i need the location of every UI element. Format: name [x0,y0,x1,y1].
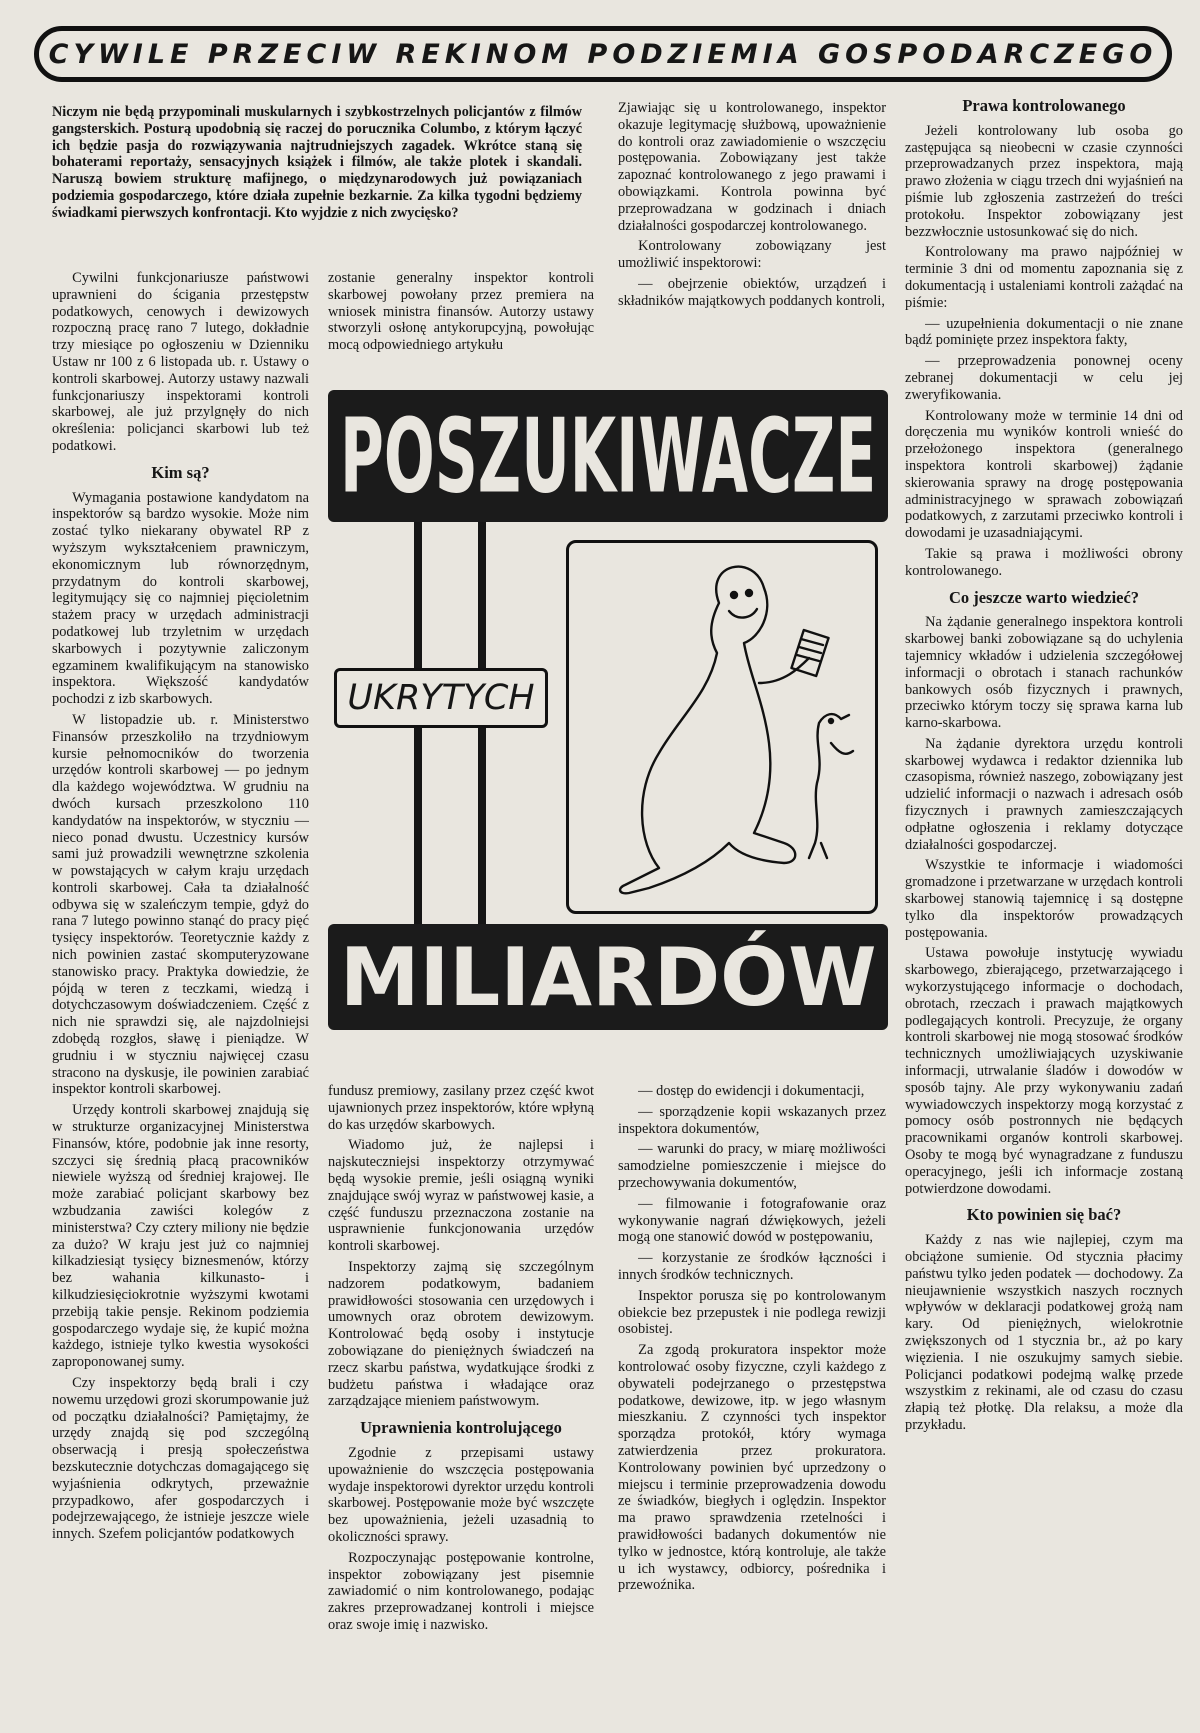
illustration-frame [566,540,878,914]
col3-paragraph: — obejrzenie obiektów, urządzeń i składników majątkowych poddanych kontroli, [618,275,886,309]
section-heading-kim-sa: Kim są? [151,462,210,482]
column-1 [52,270,309,1722]
col4-paragraph: Na żądanie generalnego inspektora kontroli skarbowej banki zobowiązane są do uchylenia tajemnicy wkładów i udzielenia szczegółowej informacji o obrotach i stanach rachunków bankowych osób fizycznych i prawnych, przeciwko którym toczy się sprawa karna lub karno-skarbowa. [905,614,1183,732]
col2-paragraph: Rozpoczynając postępowanie kontrolne, inspektor zobowiązany jest pisemnie zawiadomić o nim kontrolowanego, podając zakres przeprowadzanej kontroli i miejsce oraz swoje imię i nazwisko. [328,1549,594,1633]
col4-paragraph: Takie są prawa i możliwości obrony kontrolowanego. [905,545,1183,579]
col2-paragraph: Inspektorzy zajmą się szczególnym nadzorem podatkowym, badaniem prawidłowości stosowania cen urzędowych i umownych oraz obrotem dewizowym. Kontrolować będą osoby i instytucje zobowiązane do pieniężnych świadczeń na rzecz skarbu państwa, wydatkujące środki z budżetu państwa i władające oraz zarządzające mieniem państwowym. [328,1258,594,1410]
col1-paragraph: Czy inspektorzy będą brali i czy nowemu urzędowi grozi skorumpowanie już od początku działalności? Pamiętajmy, że urzędy znajdą się pod szczególną obserwacją i presją społeczeństwa bezskutecznie dotychczas domagającego się wyjaśnienia odkrytych, przeważnie przypadkowo, afer gospodarczych i podejrzewającego, że istnieje jeszcze wiele innych. Szefem policjantów podatkowych [52,1375,309,1543]
col3-paragraph: — warunki do pracy, w miarę możliwości samodzielne pomieszczenie i miejsce do przechowywania dokumentów, [618,1141,886,1191]
col1-paragraph: Cywilni funkcjonariusze państwowi uprawnieni do ścigania przestępstw podatkowych, cenowych i dewizowych rozpoczną pracę rano 7 lutego, dokładnie trzy miesiące po ogłoszeniu w Dzienniku Ustaw nr 100 z 6 listopada ub. r. Ustawy o kontroli skarbowej. Autorzy ustawy nazwali funkcjonariuszy inspektorami kontroli skarbowej, ale już przylgnęły do nich określenia: policjanci skarbowi lub też podatkowi. [52,270,309,454]
column-4 [905,96,1183,1722]
section-heading-kto-powinien: Kto powinien się bać? [966,1205,1122,1225]
title-bar-top [328,390,888,522]
ghost-figure [620,567,795,894]
title-graphic [328,390,888,1030]
headline-title: CYWILE PRZECIW REKINOM PODZIEMIA GOSPODARCZEGO [48,38,1158,70]
col3-paragraph: — dostęp do ewidencji i dokumentacji, [638,1083,865,1099]
title-line-1: POSZUKIWACZE [339,396,877,516]
col3-paragraph: — sporządzenie kopii wskazanych przez inspektora dokumentów, [618,1103,886,1137]
col3-paragraph: — korzystanie ze środków łączności i innych środków technicznych. [618,1250,886,1283]
headline-banner [34,26,1172,82]
title-box-middle [334,668,548,728]
lead-paragraph: Niczym nie będą przypominali muskularnych i szybkostrzelnych policjantów z filmów gangsterskich. Posturą upodobnią się raczej do porucznika Columbo, z którym łączyć ich będzie pasja do rozwiązywania najtrudniejszych zagadek. Wkrótce staną się bohaterami reportaży, sensacyjnych książek i filmów, ale także plotek i skandali. Naruszą bowiem strukturę mafijnego, o międzynarodowych już powiązaniach podziemia gospodarczego, które działa zupełnie bezkarnie. Za kilka tygodni będziemy świadkami pierwszych konfrontacji. Kto wyjdzie z nich zwycięsko? [52,104,582,221]
col4-paragraph: Na żądanie dyrektora urzędu kontroli skarbowej wydawca i redaktor dziennika lub czasopisma, również naszego, zobowiązany jest udzielić informacji o nazwach i adresach osób fizycznych i prawnych zamieszczających odpłatne ogłoszenia i reklamy dotyczące działalności gospodarczej. [905,735,1183,853]
money-bundle-icon [791,630,828,676]
col3-paragraph: Kontrolowany zobowiązany jest umożliwić inspektorowi: [618,238,886,272]
col4-paragraph: Każdy z nas wie najlepiej, czym ma obciążone sumienie. Od stycznia płacimy państwu tylko jeden podatek — dochodowy. Za nieujawnienie wszystkich naszych rocznych wpływów w deklaracji podatkowej grożą nam kary. Od pieniężnych, wielokrotnie zwiększonych od 1 stycznia br., aż po kary więzienia. I nie oszukujmy samych siebie. Policjanci podatkowi podejmą walkę przede wszystkim z rekinami, ale od czasu do czasu złapią też płotkę. Dla relaksu, a może dla przykładu. [905,1232,1183,1433]
col3-paragraph: Za zgodą prokuratora inspektor może kontrolować osoby fizyczne, czyli każdego z obywateli podejrzanego o przestępstwa podatkowe, dewizowe, itp. w jego własnym mieszkaniu. Z czynności tych inspektor sporządza protokół, który wymaga zatwierdzenia przez prokuratora. Kontrolowany powinien być uprzedzony o miejscu i terminie przeprowadzenia dowodu ze świadków, biegłych i oględzin. Inspektor ma prawo sprawdzenia rzetelności i prawidłowości badanych dokumentów nie tylko w jednostce, którą kontroluje, ale także u ich wystawcy, odbiorcy, pośrednika i przewoźnika. [618,1342,886,1594]
col4-paragraph: Wszystkie te informacje i wiadomości gromadzone i przetwarzane w urzędach kontroli skarbowej stanowią tajemnicę i są dostępne tylko dla inspektorów prowadzących postępowania. [905,857,1183,941]
col4-paragraph: — przeprowadzenia ponownej oceny zebranej dokumentacji w celu jej zweryfikowania. [905,353,1183,403]
ghost-illustration [569,543,875,911]
col4-paragraph: Ustawa powołuje instytucję wywiadu skarbowego, zbierającego, przetwarzającego i wykorzystującego informacje o dochodach, obrotach, rzeczach i prawach majątkowych podlegających kontroli. Precyzuje, że organy kontroli skarbowej nie mogą stosować środków technicznych umożliwiających uzyskiwanie informacji, utrwalanie śladów i dowodów w sposób tajny. Ale przy wykonywaniu zadań wywiadowczych inspektorzy mogą korzystać z pomocy osób postronnych nie będących pracownikami organów kontroli skarbowej. Osoby te mogą być wynagradzane z funduszu operacyjnego, jeśli ich informacje zostaną potwierdzone dowodami. [905,945,1183,1197]
section-heading-co-jeszcze: Co jeszcze warto wiedzieć? [948,587,1140,607]
column-3-bottom [618,1083,886,1722]
col2-paragraph: zostanie generalny inspektor kontroli skarbowej powołany przez premiera na wniosek ministra finansów. Autorzy ustawy stworzyli osłonę antykorupcyjną, powołując mocą odpowiedniego artykułu [328,270,594,354]
col4-paragraph: Kontrolowany może w terminie 14 dni od doręczenia mu wyników kontroli wnieść do przełożonego inspektora (generalnego inspektora kontroli skarbowej) żądanie skierowania sprawy na drogę postępowania administracyjnego w sprawach zobowiązań podatkowych, z zarzutami przeciwko kontroli i dowodami je uzasadniającymi. [905,407,1183,542]
section-heading-prawa: Prawa kontrolowanego [962,96,1126,115]
dog-figure [809,714,853,858]
title-line-3: MILIARDÓW [339,930,877,1024]
col3-paragraph: — filmowanie i fotografowanie oraz wykonywanie nagrań dźwiękowych, jeżeli mogą one stanowić dowód w postępowaniu, [618,1195,886,1246]
column-2-bottom [328,1083,594,1722]
col3-paragraph: Zjawiając się u kontrolowanego, inspektor okazuje legitymację służbową, upoważnienie do kontroli oraz zawiadomienie o wszczęciu postępowania. Zobowiązany jest także zapoznać kontrolowanego z jego prawami i obowiązkami. Kontrola powinna być przeprowadzana w godzinach i dniach działalności gospodarczej kontrolowanego. [618,100,886,234]
title-bar-bottom [328,924,888,1030]
column-3-top [618,100,886,382]
col1-paragraph: Urzędy kontroli skarbowej znajdują się w strukturze organizacyjnej Ministerstwa Finansów, które, podobnie jak inne resorty, szczyci się średnią płacą pracowników niewiele wyższą od średniej krajowej. Ile może zarabiać policjant skarbowy bez wzbudzania zawiści kolegów z ministerstwa? Czy cztery miliony nie będzie za dużo? W kraju jest już co najmniej kilkadziesiąt tysięcy biznesmenów, którzy bez wahania kilkunasto- i kilkudziesięciokrotnie wyższymi kwotami przebiją takie pensje. Rekinom podziemia gospodarczego wydaje się, że kupić można każdego, istnieje tylko kwestia wysokości zaproponowanej sumy. [52,1102,309,1371]
col4-paragraph: — uzupełnienia dokumentacji o nie znane bądź pominięte przez inspektora fakty, [905,315,1183,349]
col2-paragraph: fundusz premiowy, zasilany przez część kwot ujawnionych przez inspektorów, które wpłyną do kas urzędów skarbowych. [328,1083,594,1133]
title-line-2: UKRYTYCH [347,678,535,718]
col4-paragraph: Kontrolowany ma prawo najpóźniej w terminie 3 dni od momentu zapoznania się z dokumentacją i ustaleniami kontroli zażądać na piśmie: [905,244,1183,311]
col3-paragraph: Inspektor porusza się po kontrolowanym obiekcie bez przepustek i nie podlega rewizji osobistej. [618,1287,886,1338]
col2-paragraph: Wiadomo już, że najlepsi i najskuteczniejsi inspektorzy otrzymywać będą wysokie premie, jeśli osiągną wyniki znajdujące swój wyraz w państwowej kasie, a część funduszu przeznaczona zostanie na usprawnienie funkcjonowania urzędów kontroli skarbowej. [328,1137,594,1255]
col1-paragraph: W listopadzie ub. r. Ministerstwo Finansów przeszkoliło na trzydniowym kursie pełnomocników do tworzenia urzędów kontroli skarbowej — po jednym dla każdego województwa. W grudniu na dwóch kursach przeszkolono 110 kandydatów na inspektorów, w styczniu — nieco ponad dwustu. Uczestnicy kursów sami już prowadzili wewnętrzne szkolenia w powstających w całym kraju urzędach kontroli skarbowej. Cała ta działalność odbywa się w szaleńczym tempie, gdyż do rana 7 lutego powinno stanąć do pracy pięć tysięcy inspektorów. Teoretycznie każdy z nich powinien zastać skomputeryzowane stanowisko pracy. Praktyka dowiedzie, że pójdą w teren z teczkami, wiedzą i dotychczasowym doświadczeniem. Część z nich nie sprawdzi się, ale najzdolniejsi zdobędą rozgłos, sławę i pieniądze. W grudniu i w styczniu najwięcej czasu stracono na dyskusje, ile powinien zarabiać inspektor kontroli skarbowej. [52,711,309,1098]
column-2-top [328,270,594,382]
section-heading-uprawnienia: Uprawnienia kontrolującego [360,1418,562,1438]
col1-paragraph: Wymagania postawione kandydatom na inspektorów są bardzo wysokie. Może nim zostać tylko niekarany obywatel RP z wyższym wykształceniem prawniczym, ekonomicznym lub równorzędnym, przydatnym do kontroli skarbowej, legitymujący się co najmniej pięcioletnim stażem pracy w urzędach administracji podatkowej lub trzyletnim w urzędach skarbowych i pozytywnie zaliczonym egzaminem kwalifikującym na stanowisko inspektora. Większość kandydatów pochodzi z izb skarbowych. [52,489,309,708]
col2-paragraph: Zgodnie z przepisami ustawy upoważnienie do wszczęcia postępowania wydaje inspektorowi dyrektor urzędu kontroli skarbowej. Postępowanie może być wszczęte bez upoważnienia, jeżeli uzasadnią to okoliczności sprawy. [328,1444,594,1545]
col4-paragraph: Jeżeli kontrolowany lub osoba go zastępująca są nieobecni w czasie czynności przeprowadzanych przez inspektora, mają prawo złożenia w ciągu trzech dni wyjaśnień na piśmie lub zgłoszenia zastrzeżeń do treści protokołu. Inspektor zobowiązany jest bezzwłocznie ustosunkować się do nich. [905,122,1183,240]
